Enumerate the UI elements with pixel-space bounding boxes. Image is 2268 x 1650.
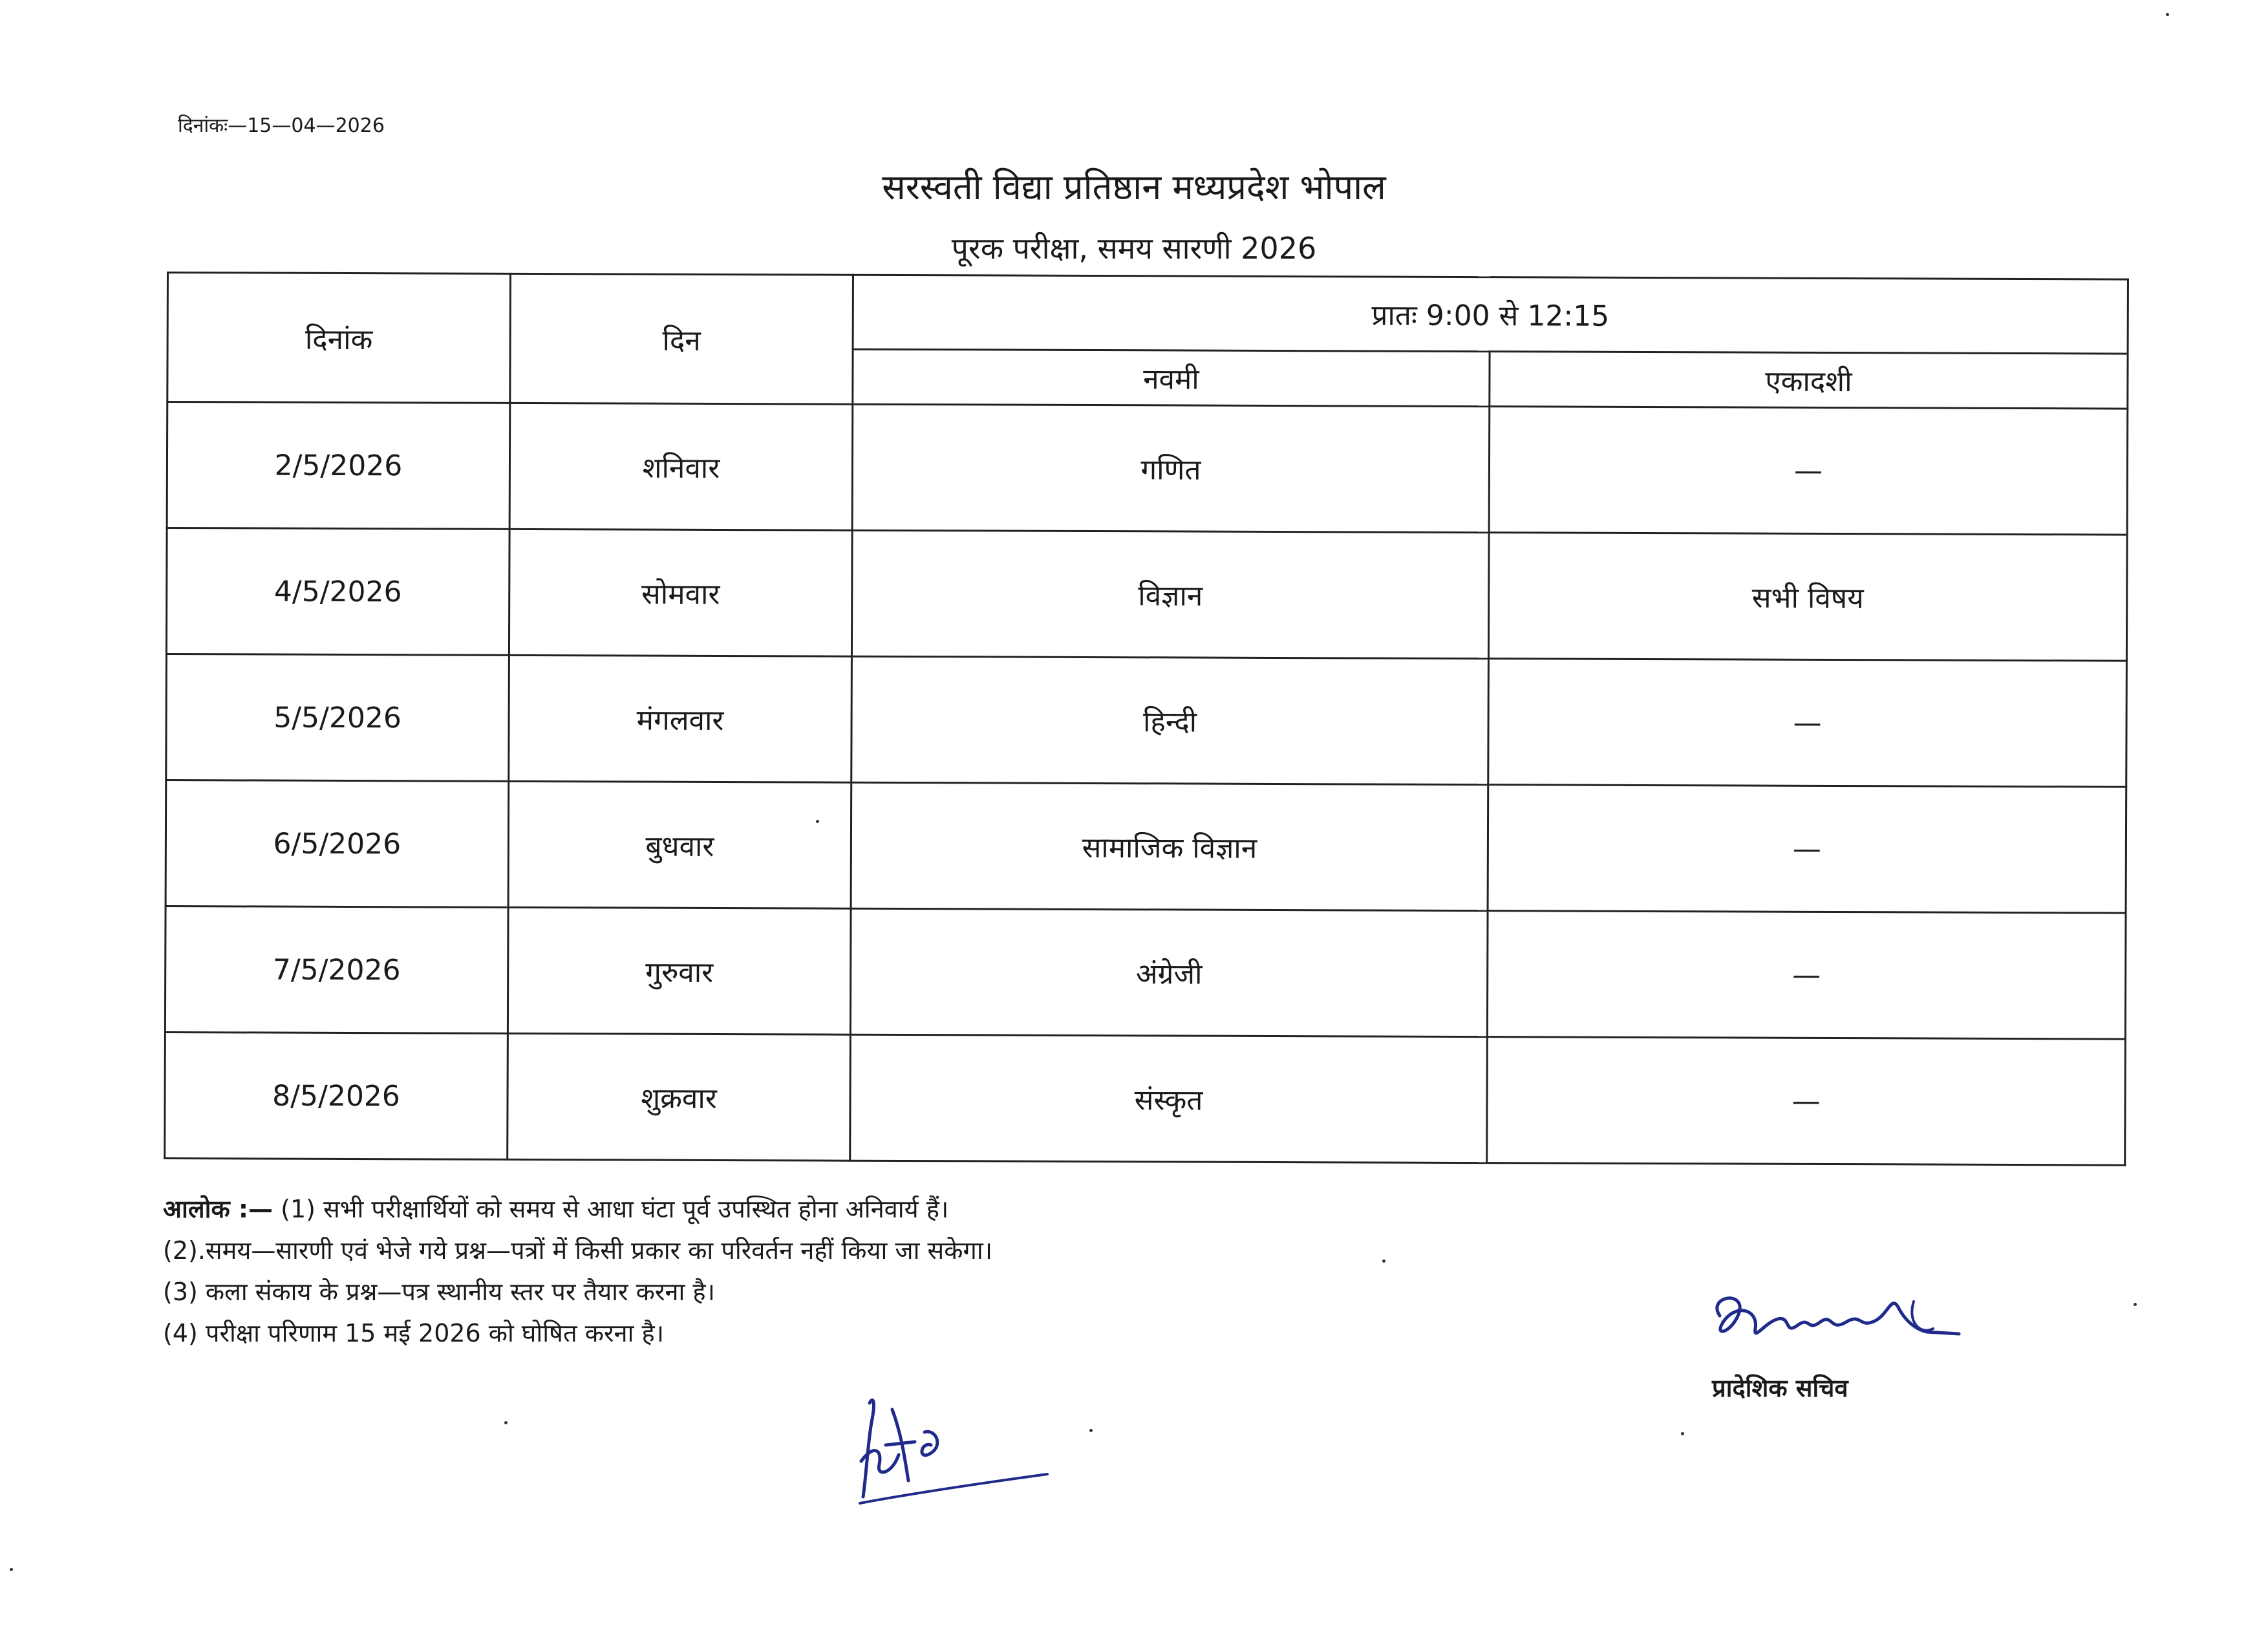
scan-speck	[1089, 1429, 1093, 1432]
secretary-signature	[1700, 1283, 2011, 1367]
table-row	[166, 654, 2127, 788]
row-class11-subject: —	[1487, 1037, 2126, 1165]
table-row	[167, 402, 2128, 535]
table-row	[165, 1032, 2126, 1165]
issue-date: दिनांकः—15—04—2026	[178, 114, 385, 137]
table-row	[166, 780, 2126, 914]
row-class11-subject: —	[1488, 785, 2126, 913]
row-class9-subject: अंग्रेजी	[850, 908, 1488, 1036]
note-1-text: (1) सभी परीक्षार्थियों को समय से आधा घंटा पूर्व उपस्थित होना अनिवार्य हैं।	[281, 1195, 949, 1223]
scan-speck	[504, 1421, 508, 1424]
row-class11-subject: सभी विषय	[1488, 533, 2127, 661]
row-date: 2/5/2026	[167, 402, 510, 530]
notes-section	[163, 1188, 992, 1354]
scan-speck	[816, 820, 819, 823]
initial-signature	[853, 1384, 1060, 1506]
note-1	[163, 1188, 992, 1230]
row-class11-subject: —	[1488, 659, 2127, 787]
row-day: सोमवार	[509, 529, 852, 656]
note-4: (4) परीक्षा परिणाम 15 मई 2026 को घोषित करना है।	[163, 1319, 665, 1347]
row-day: गुरुवार	[508, 907, 851, 1034]
table-row	[165, 906, 2126, 1039]
signatory-title: प्रादेशिक सचिव	[1712, 1374, 1848, 1402]
row-class11-subject: —	[1487, 911, 2126, 1039]
row-class9-subject: हिन्दी	[851, 656, 1489, 784]
header-date: दिनांक	[167, 273, 511, 403]
row-day: शुक्रवार	[508, 1033, 851, 1161]
organization-title: सरस्वती विद्या प्रतिष्ठान मध्यप्रदेश भोपाल	[882, 167, 1386, 208]
row-date: 8/5/2026	[165, 1032, 508, 1159]
schedule-subtitle: पूरक परीक्षा, समय सारणी 2026	[951, 231, 1317, 266]
row-date: 6/5/2026	[166, 780, 509, 908]
scan-speck	[2166, 13, 2169, 16]
row-date: 4/5/2026	[166, 528, 509, 656]
row-date: 7/5/2026	[165, 906, 508, 1033]
row-day: बुधवार	[508, 781, 851, 908]
scan-speck	[2134, 1303, 2137, 1306]
row-class9-subject: संस्कृत	[850, 1034, 1488, 1162]
row-date: 5/5/2026	[166, 654, 509, 782]
row-day: शनिवार	[509, 403, 853, 530]
scan-speck	[1382, 1259, 1385, 1263]
table-header-row	[167, 273, 2128, 354]
row-class11-subject: —	[1489, 407, 2128, 535]
row-class9-subject: गणित	[852, 404, 1490, 532]
row-class9-subject: विज्ञान	[851, 530, 1489, 658]
header-session-time: प्रातः 9:00 से 12:15	[853, 275, 2128, 354]
exam-schedule-table	[164, 272, 2129, 1166]
header-class-ninth: नवमी	[853, 349, 1490, 406]
notes-lead-label: आलोक :—	[163, 1195, 273, 1223]
scan-speck	[1681, 1432, 1684, 1435]
header-class-eleventh: एकादशी	[1490, 352, 2128, 409]
row-day: मंगलवार	[509, 655, 852, 782]
header-day: दिन	[510, 273, 853, 404]
note-3: (3) कला संकाय के प्रश्न—पत्र स्थानीय स्तर पर तैयार करना है।	[163, 1278, 715, 1306]
row-class9-subject: सामाजिक विज्ञान	[851, 782, 1488, 910]
note-2: (2).समय—सारणी एवं भेजे गये प्रश्न—पत्रों में किसी प्रकार का परिवर्तन नहीं किया जा सकेगा।	[163, 1236, 993, 1265]
scan-speck	[10, 1568, 13, 1571]
table-row	[166, 528, 2127, 661]
